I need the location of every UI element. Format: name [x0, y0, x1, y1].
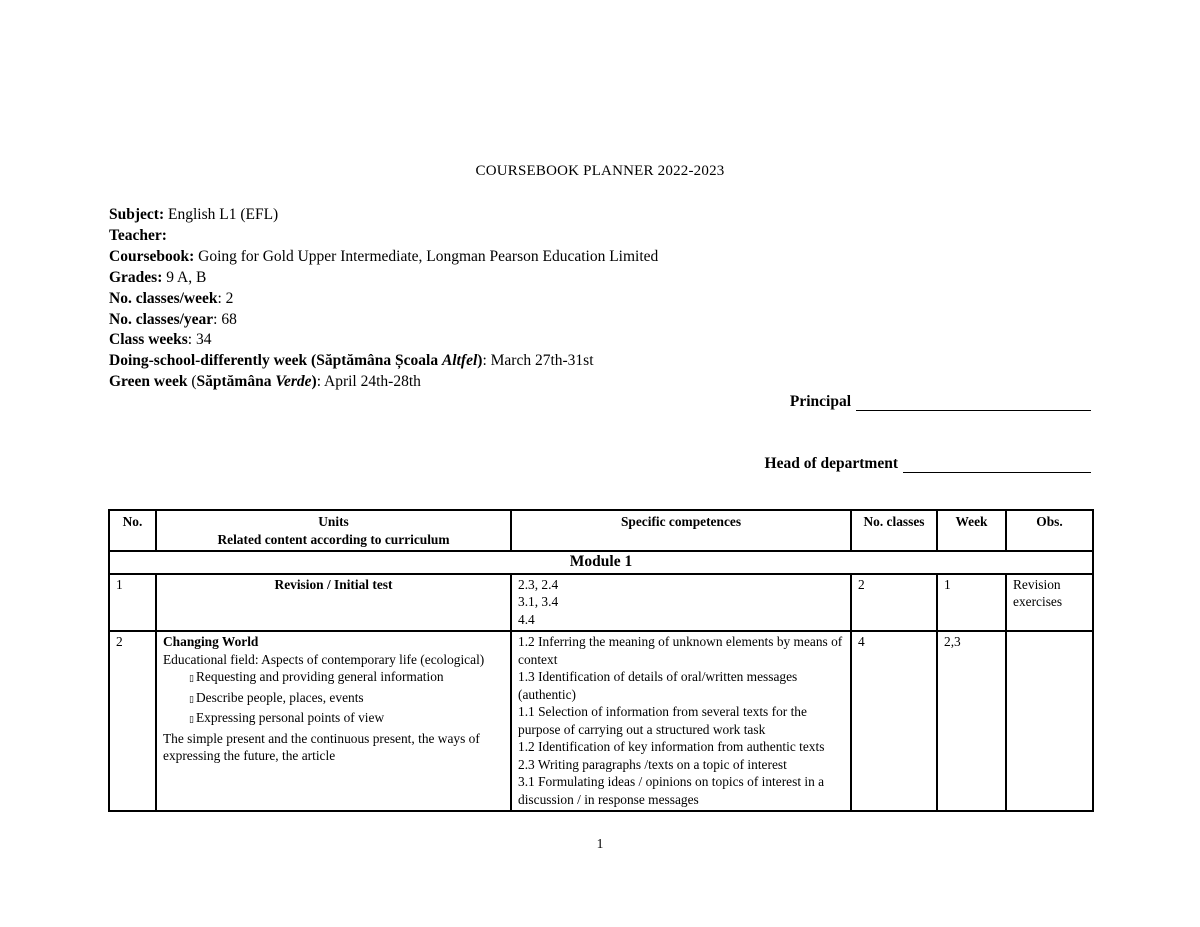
- unit-title: Changing World: [163, 634, 259, 649]
- header-classes: No. classes: [851, 510, 937, 551]
- course-info: [109, 205, 658, 393]
- header-units: Units Related content according to curriculum: [156, 510, 511, 551]
- table-row: [109, 574, 1093, 632]
- unit-bullet: ▯ Expressing personal points of view: [189, 710, 385, 725]
- row-classes: 2: [851, 574, 937, 632]
- classes-week-line: No. classes/week: 2: [109, 289, 234, 307]
- classes-year-line: No. classes/year: 68: [109, 310, 237, 328]
- square-bullet-icon: ▯: [189, 715, 194, 725]
- module-title: Module 1: [109, 551, 1093, 574]
- row-week: 1: [937, 574, 1006, 632]
- principal-label: Principal: [789, 393, 851, 410]
- class-weeks-line: Class weeks: 34: [109, 331, 212, 349]
- head-signature: [765, 455, 1091, 473]
- unit-intro: Educational field: Aspects of contemporary life (ecological): [163, 651, 485, 667]
- row-no: 2: [109, 631, 156, 811]
- coursebook-line: Coursebook: Going for Gold Upper Intermediate, Longman Pearson Education Limited: [109, 247, 659, 265]
- subject-line: Subject: English L1 (EFL): [109, 206, 279, 223]
- row-week: 2,3: [937, 631, 1006, 811]
- square-bullet-icon: ▯: [189, 694, 194, 705]
- header-obs: Obs.: [1006, 510, 1093, 551]
- table-header-row: [109, 510, 1093, 551]
- row-obs: Revision exercises: [1006, 574, 1093, 632]
- row-obs: [1006, 631, 1093, 811]
- row-classes: 4: [851, 631, 937, 811]
- header-week: Week: [937, 510, 1006, 551]
- table-row: [109, 631, 1093, 811]
- principal-signature: [790, 393, 1091, 411]
- unit-bullet: ▯ Describe people, places, events: [189, 689, 364, 705]
- page-title: COURSEBOOK PLANNER 2022-2023: [475, 163, 725, 179]
- row-competences: 1.2 Inferring the meaning of unknown elements by means of context 1.3 Identification of details of oral/written messages (authentic) 1.1 Selection of information from several texts for the purpose of carrying out a structured work task 1.2 Identification of key information from authentic texts 2.3 Writing paragraphs /texts on a topic of interest 3.1 Formulating ideas / opinions on topics of interest in a discussion / in response messages: [511, 631, 851, 811]
- header-no: No.: [109, 510, 156, 551]
- module-row: [109, 551, 1093, 574]
- teacher-line: Teacher:: [109, 226, 167, 244]
- head-label: Head of department: [764, 455, 898, 472]
- principal-signature-line: [856, 396, 1091, 411]
- dsd-week-line: Doing-school-differently week (Săptămâna Școala Altfel): March 27th-31st: [109, 352, 594, 370]
- row-no: 1: [109, 574, 156, 632]
- green-week-line: Green week (Săptămâna Verde): April 24th-28th: [109, 373, 421, 391]
- page-number: 1: [596, 836, 604, 851]
- row-unit: [156, 574, 511, 632]
- header-competences: Specific competences: [511, 510, 851, 551]
- planner-table: [108, 509, 1094, 812]
- row-competences: 2.3, 2.4 3.1, 3.4 4.4: [511, 574, 851, 632]
- row-unit: [156, 631, 511, 811]
- square-bullet-icon: ▯: [189, 674, 194, 684]
- unit-outro: The simple present and the continuous present, the ways of expressing the future, the article: [163, 730, 480, 763]
- unit-bullet: ▯ Requesting and providing general information: [189, 669, 444, 684]
- unit-title: Revision / Initial test: [274, 576, 393, 592]
- head-signature-line: [903, 458, 1091, 473]
- grades-line: Grades: 9 A, B: [109, 268, 207, 286]
